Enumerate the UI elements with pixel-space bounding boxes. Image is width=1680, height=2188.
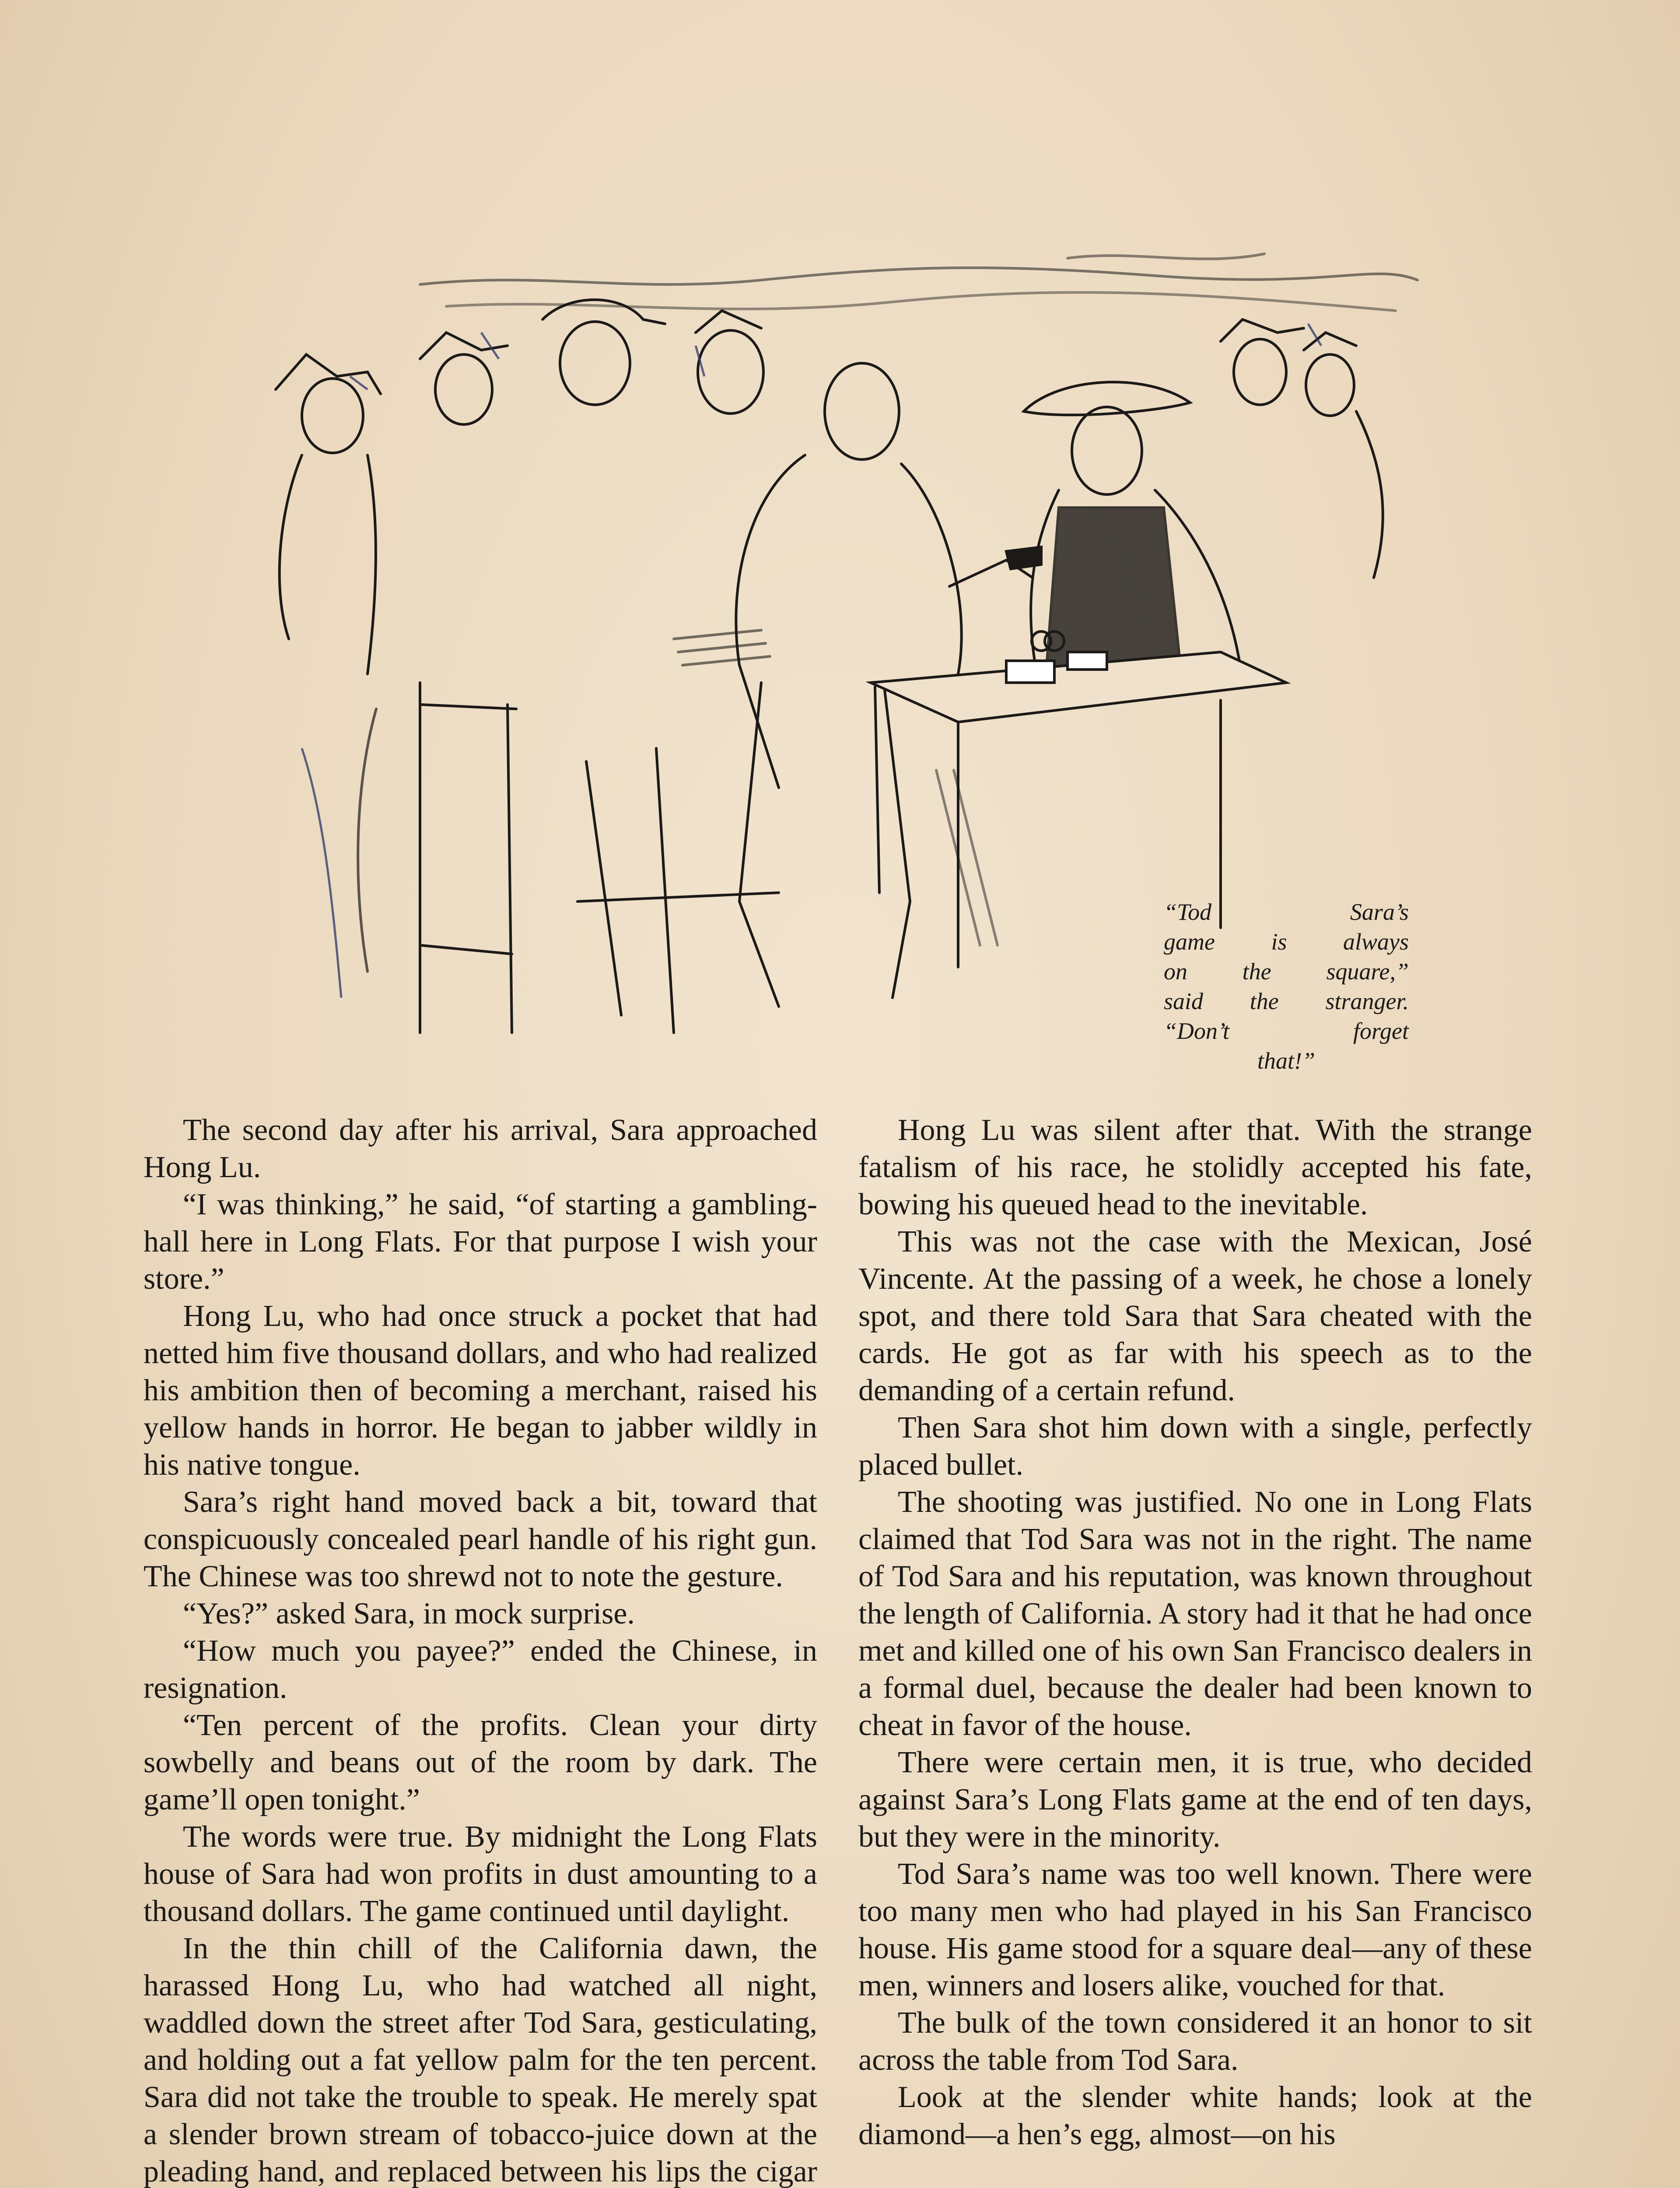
paragraph: Hong Lu was silent after that. With the strange fatalism of his race, he stolidly accepted his fate, bowing his queued head to the inevitable. bbox=[858, 1113, 1532, 1221]
paragraph: Hong Lu, who had once struck a pocket that had netted him five thousand dollars, and who had realized his ambition then of becoming a merchant, raised his yellow hands in horror. He began to jabber wildly in his native tongue. bbox=[144, 1299, 817, 1482]
caption-line: “Don’t forget bbox=[1164, 1018, 1409, 1044]
paragraph: “Ten percent of the profits. Clean your dirty sowbelly and beans out of the room by dark. The game’ll open tonight.” bbox=[144, 1708, 817, 1816]
paragraph: The second day after his arrival, Sara approached Hong Lu. bbox=[144, 1113, 817, 1184]
paragraph: In the thin chill of the California dawn, the harassed Hong Lu, who had watched all night, waddled down the street after Tod Sara, gesticulating, and holding out a fat yellow palm for the ten percent. Sara did not take the trouble to speak. He merely spat a slender brown stream of tobacco-juice down at the pleading hand, and replaced between his lips the cigar bbox=[144, 1932, 817, 2188]
caption-line: on the square,” bbox=[1164, 958, 1409, 985]
paragraph: The words were true. By midnight the Long Flats house of Sara had won profits in dust amounting to a thousand dollars. The game continued until daylight. bbox=[144, 1820, 817, 1928]
paragraph: There were certain men, it is true, who decided against Sara’s Long Flats game at the end of ten days, but they were in the minority. bbox=[858, 1746, 1532, 1854]
right-text-column bbox=[858, 1112, 1532, 2153]
caption-line: “Tod Sara’s bbox=[1164, 899, 1409, 925]
paragraph: Tod Sara’s name was too well known. There were too many men who had played in his San Francisco house. His game stood for a square deal—any of these men, winners and losers alike, vouched for that. bbox=[858, 1857, 1532, 2002]
paragraph: The shooting was justified. No one in Long Flats claimed that Tod Sara was not in the right. The name of Tod Sara and his reputation, was known throughout the length of California. A story had it that he had once met and killed one of his own San Francisco dealers in a formal duel, because the dealer had been known to cheat in favor of the house. bbox=[858, 1485, 1532, 1742]
paragraph: This was not the case with the Mexican, José Vincente. At the passing of a week, he chose a lonely spot, and there told Sara that Sara cheated with the cards. He got as far with his speech as to the demanding of a certain refund. bbox=[858, 1225, 1532, 1407]
left-text-column bbox=[144, 1112, 817, 2188]
paragraph: Then Sara shot him down with a single, perfectly placed bullet. bbox=[858, 1411, 1532, 1482]
paragraph: “How much you payee?” ended the Chinese, in resignation. bbox=[144, 1634, 817, 1705]
paragraph: “I was thinking,” he said, “of starting a gambling-hall here in Long Flats. For that purpose I wish your store.” bbox=[144, 1188, 817, 1296]
illustration-caption bbox=[1164, 897, 1409, 1076]
paragraph: Look at the slender white hands; look at the diamond—a hen’s egg, almost—on his bbox=[858, 2080, 1532, 2151]
caption-line: game is always bbox=[1164, 929, 1409, 955]
caption-line: said the stranger. bbox=[1164, 988, 1409, 1014]
paragraph: The bulk of the town considered it an honor to sit across the table from Tod Sara. bbox=[858, 2006, 1532, 2077]
paragraph: “Yes?” asked Sara, in mock surprise. bbox=[183, 1597, 635, 1630]
caption-line: that!” bbox=[1257, 1048, 1316, 1074]
paragraph: Sara’s right hand moved back a bit, toward that conspicuously concealed pearl handle of his right gun. The Chinese was too shrewd not to note the gesture. bbox=[144, 1485, 817, 1593]
